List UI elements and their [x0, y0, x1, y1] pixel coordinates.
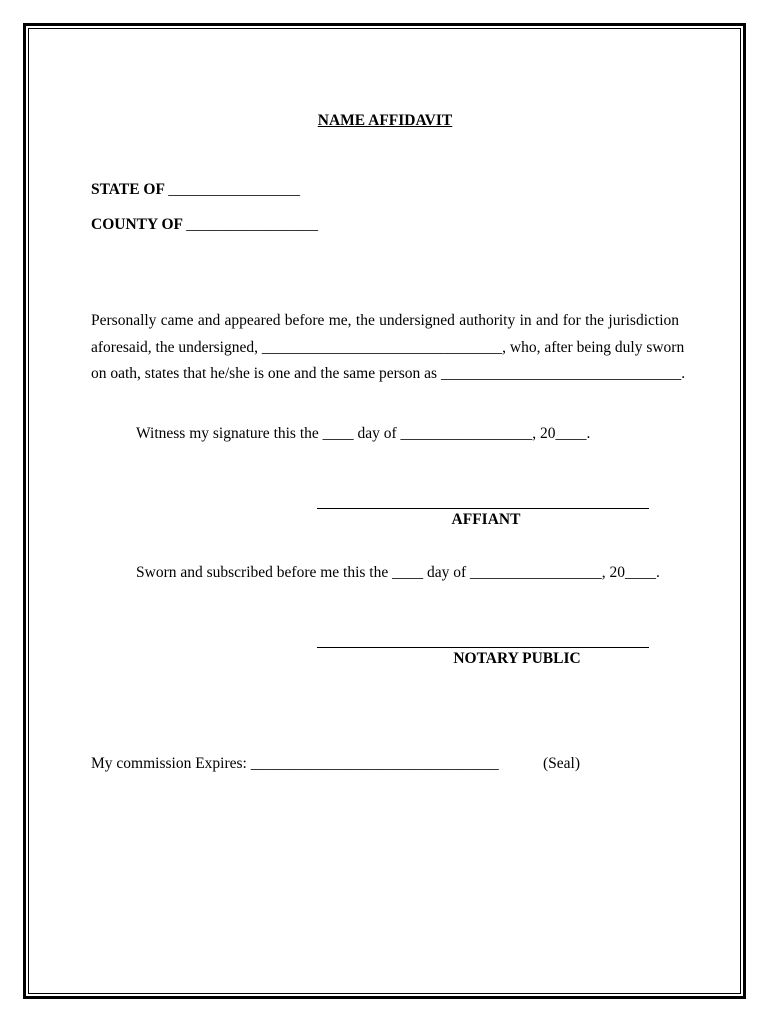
state-field	[91, 181, 300, 199]
affiant-label: AFFIANT	[451, 511, 521, 528]
county-field	[91, 216, 318, 234]
county-blank: _________________	[186, 216, 319, 233]
notary-label: NOTARY PUBLIC	[453, 650, 581, 667]
commission-line: My commission Expires: ________________________________	[91, 755, 499, 772]
state-blank: _________________	[168, 181, 300, 198]
witness-line: Witness my signature this the ____ day of _________________, 20____.	[136, 425, 591, 442]
affidavit-paragraph	[91, 308, 686, 388]
paragraph-line: Personally came and appeared before me, the undersigned authority in and for the jurisdiction	[91, 312, 679, 329]
seal-label: (Seal)	[543, 755, 581, 772]
paragraph-line: on oath, states that he/she is one and the same person as _______________________________.	[91, 365, 686, 382]
paragraph-line: aforesaid, the undersigned, _______________________________, who, after being duly sworn	[91, 338, 685, 356]
state-label: STATE OF	[91, 181, 165, 198]
notary-signature-line	[317, 647, 649, 648]
sworn-line: Sworn and subscribed before me this the ____ day of _________________, 20____.	[136, 564, 660, 581]
document-title: NAME AFFIDAVIT	[317, 112, 453, 129]
county-label: COUNTY OF	[91, 216, 183, 233]
affiant-signature-line	[317, 508, 649, 509]
